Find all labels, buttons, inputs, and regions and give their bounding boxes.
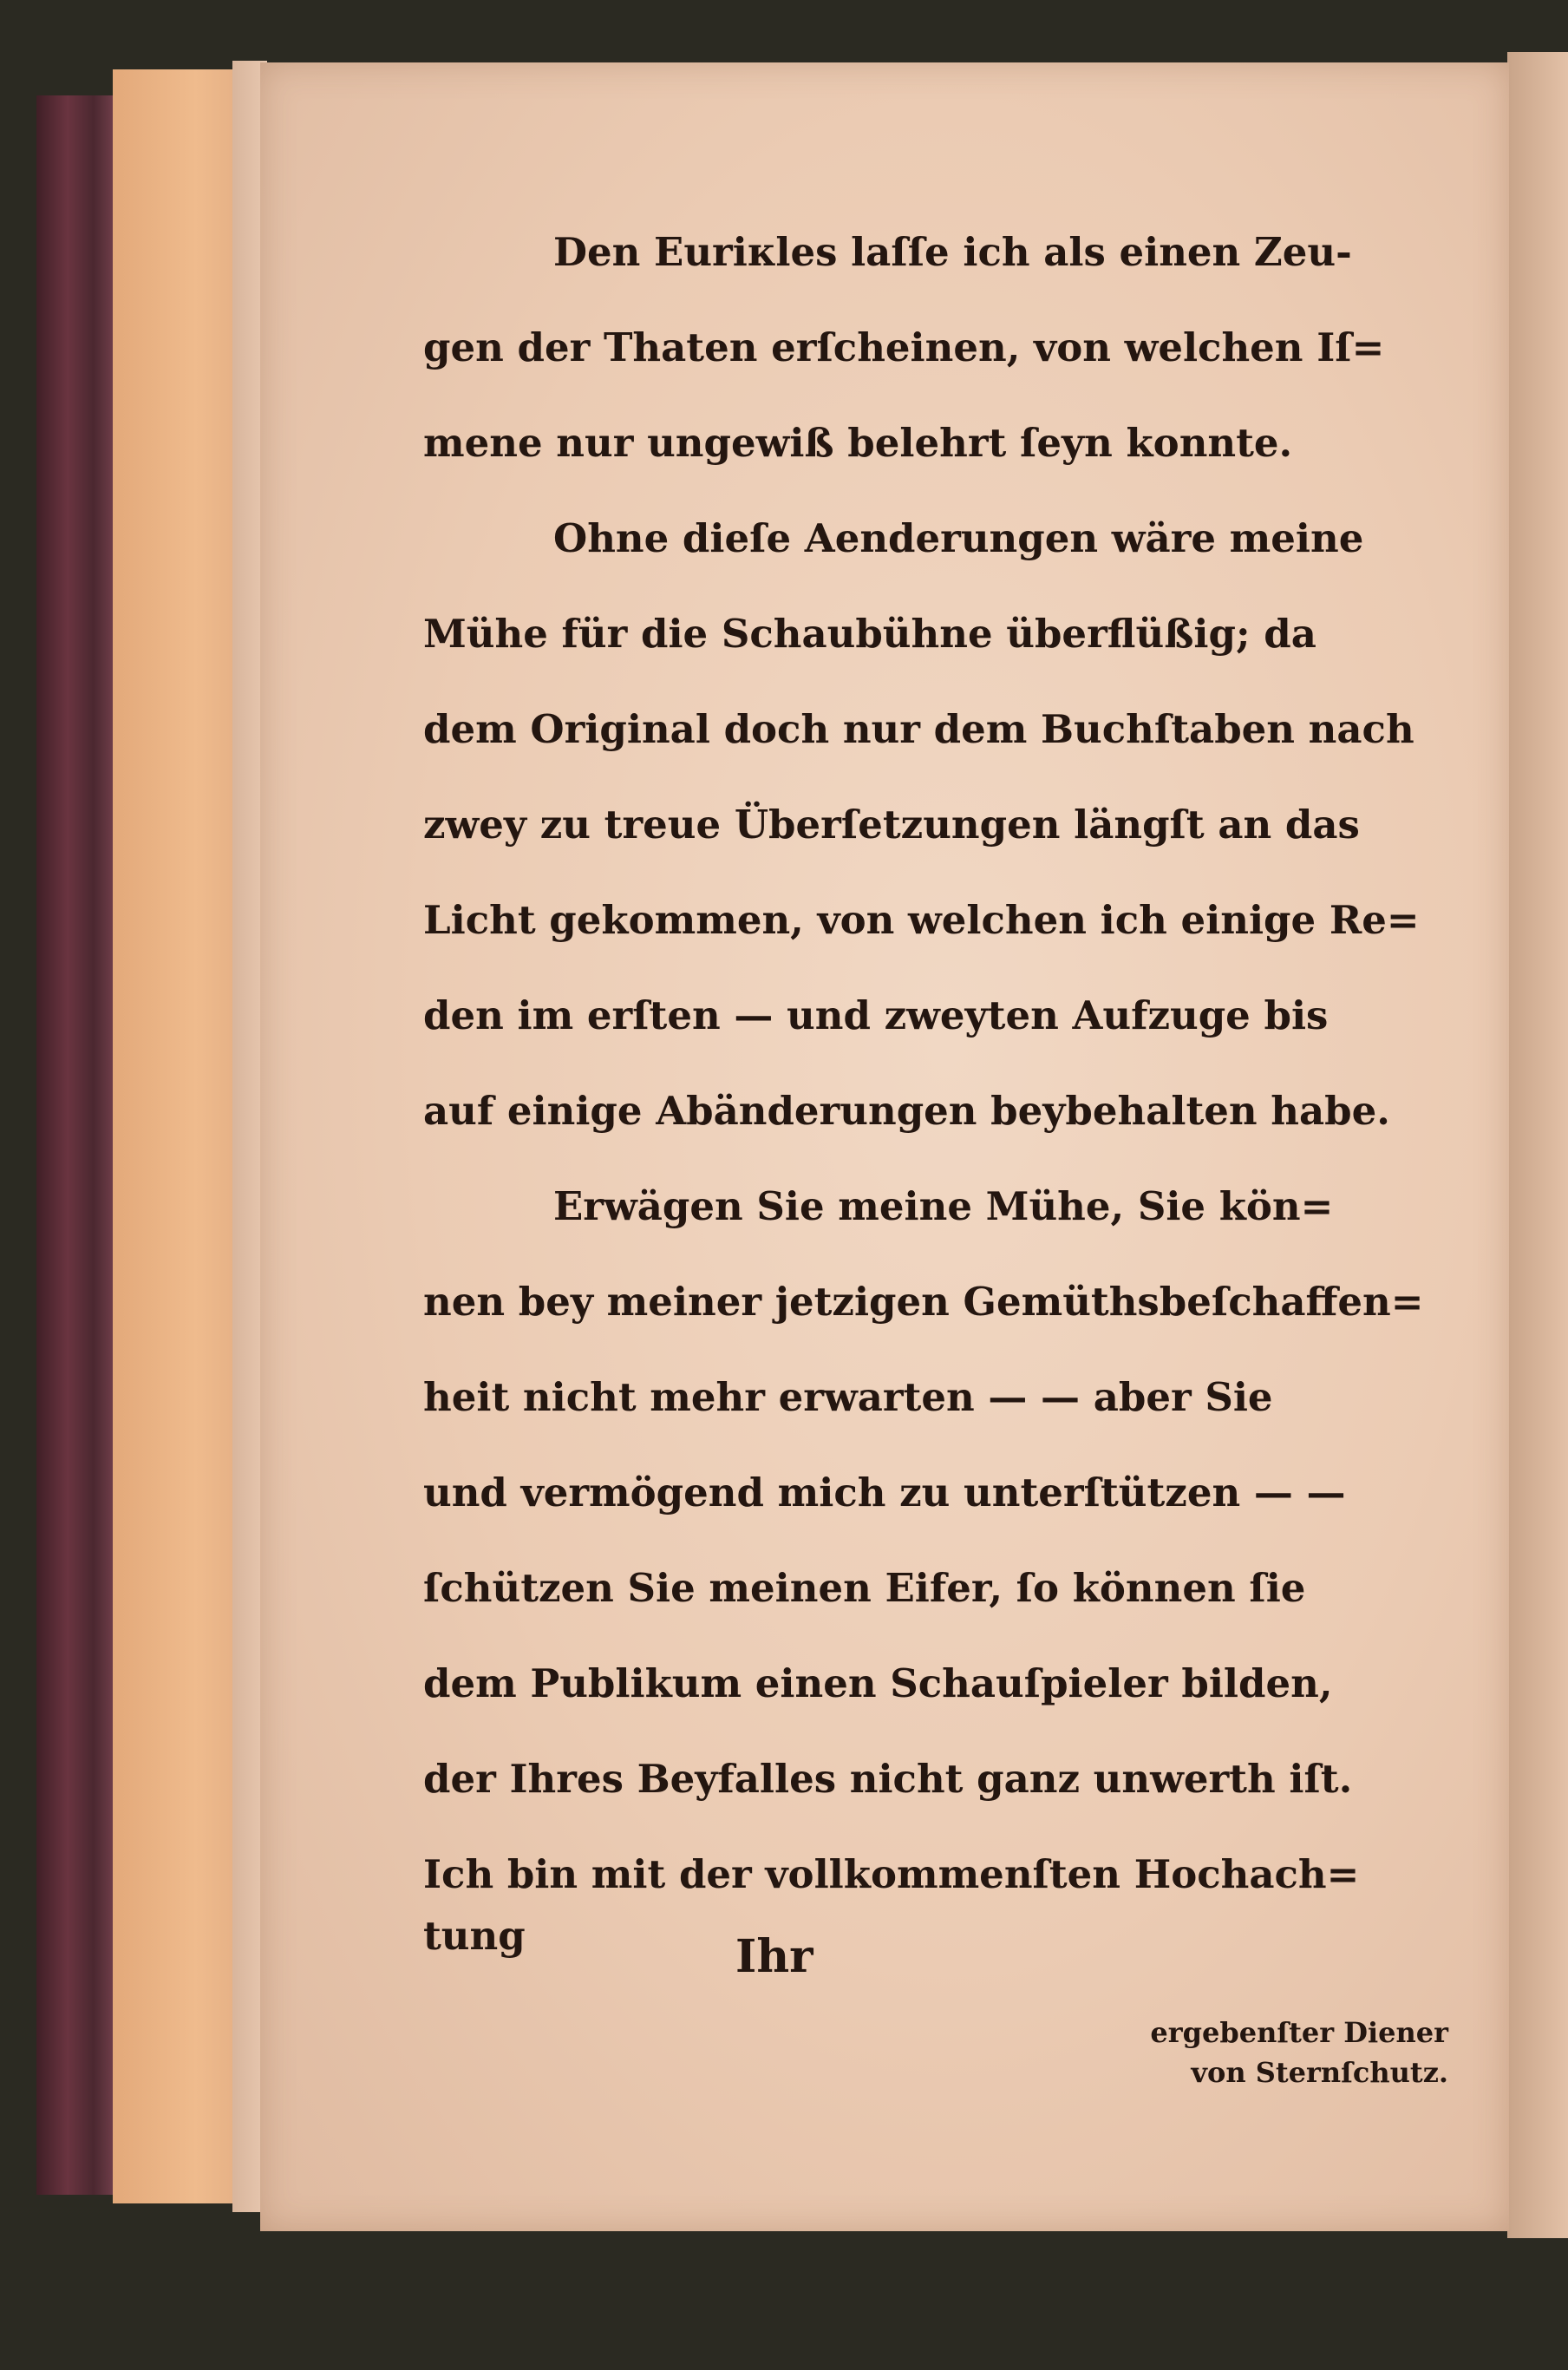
text-line: dem Original doch nur dem Buchſtaben nach xyxy=(423,706,1414,752)
text-line: Licht gekommen, von welchen ich einige Re= xyxy=(423,897,1420,943)
text-line: gen der Thaten erſcheinen, von welchen Iſ= xyxy=(423,324,1385,370)
signature-line: von Sternſchutz. xyxy=(1191,2056,1448,2089)
text-line: Mühe für die Schaubühne überflüßig; da xyxy=(423,611,1316,657)
closing-word: Ihr xyxy=(735,1930,813,1983)
text-line: den im erſten — und zweyten Aufzuge bis xyxy=(423,992,1329,1038)
text-line: zwey zu treue Überſetzungen längſt an das xyxy=(423,802,1360,848)
text-line: und vermögend mich zu unterſtützen — — xyxy=(423,1470,1346,1516)
text-line: Ich bin mit der vollkommenſten Hochach= xyxy=(423,1851,1360,1897)
body-text xyxy=(423,205,1455,1922)
text-line: tung xyxy=(423,1913,526,1959)
text-line: mene nur ungewiß belehrt ſeyn konnte. xyxy=(423,420,1293,466)
text-line: nen bey meiner jetzigen Gemüthsbeſchaffen= xyxy=(423,1279,1424,1325)
endpaper xyxy=(113,69,252,2203)
signature-line: ergebenſter Diener xyxy=(1150,2016,1448,2049)
facing-page-edge xyxy=(1507,52,1568,2238)
closing xyxy=(423,1913,1455,2000)
text-line: der Ihres Beyfalles nicht ganz unwerth iſt. xyxy=(423,1756,1353,1802)
text-line: auf einige Abänderungen beybehalten habe. xyxy=(423,1088,1390,1134)
text-line: heit nicht mehr erwarten — — aber Sie xyxy=(423,1374,1273,1420)
text-line: Erwägen Sie meine Mühe, Sie kön= xyxy=(553,1183,1334,1229)
text-line: Ohne dieſe Aenderungen wäre meine xyxy=(553,515,1364,561)
text-line: Den Euriкles laſſe ich als einen Zeu- xyxy=(553,229,1352,275)
text-line: dem Publikum einen Schauſpieler bilden, xyxy=(423,1660,1333,1706)
signature xyxy=(1101,2013,1448,2092)
text-line: ſchützen Sie meinen Eifer, ſo können ſie xyxy=(423,1565,1306,1611)
